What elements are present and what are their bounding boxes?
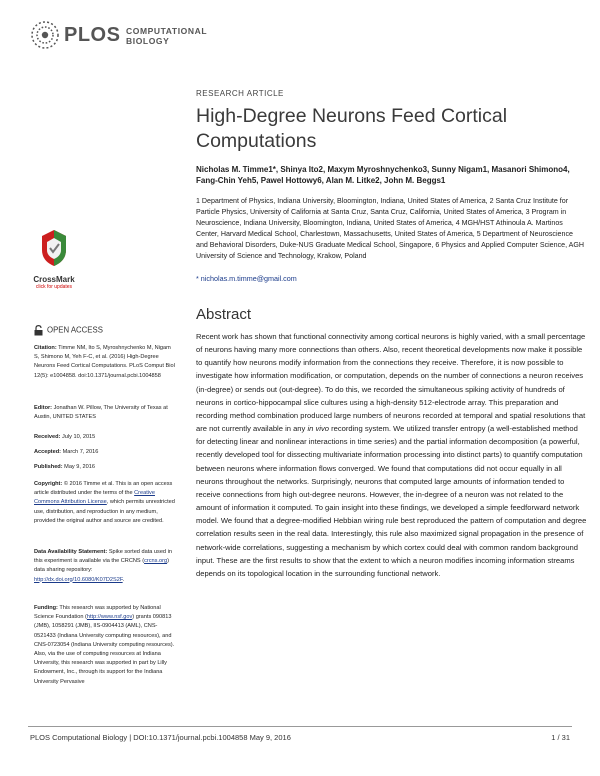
received-label: Received:	[34, 434, 61, 440]
abstract-heading: Abstract	[196, 306, 252, 323]
crcns-link[interactable]: crcns.org	[144, 558, 168, 565]
accepted-date	[34, 448, 176, 457]
journal-name-line2: BIOLOGY	[126, 36, 170, 46]
funding-label: Funding:	[34, 605, 58, 611]
data-availability-text-3: .	[122, 576, 125, 583]
published-date	[34, 463, 176, 472]
abstract-part-1: Recent work has shown that functional connectivity among cortical neurons is highly varied, with a small percentage of neurons having many more connections than others. Also, recent theoretical developments now make it possible to quantify how neurons modify information from the connections they receive. Therefore, it is now possible to investigate how information modification, or computation, depends on the number of connections a neuron receives (in-degree) or sends out (out-degree). To do this, we recorded the simultaneous spiking activity of hundreds of neurons in cortico-hippocampal slice cultures using a high-density 512-electrode array. This preparation and recording method combination produced large numbers of neurons recorded at temporal and spatial resolutions that are not currently available in any	[196, 332, 586, 434]
journal-name-line1: COMPUTATIONAL	[126, 26, 208, 36]
copyright-label: Copyright:	[34, 481, 63, 487]
abstract-part-2: recording system. We utilized transfer entropy (a well-established method for detecting linear and nonlinear interactions in time series) and the partial information decomposition (a powerful, recently developed tool for dissecting multivariate information processing into distinct parts) to quantify computation between neurons where information flows converged. We found that computations did not occur equally in all neurons throughout the networks. Surprisingly, neurons that computed large amounts of information tended to receive connections from high out-degree neurons. However, the in-degree of a neuron was not related to the amount of information it computed. To gain insight into these findings, we developed a simple feedforward network model. We found that a degree-modified Hebbian wiring rule best reproduced the pattern of computation and degree correlation results seen in the real data. Interestingly, this rule also maximized signal propagation in the presence of network-wide correlations, suggesting a mechanism by which cortex could deal with common random background input. These are the first results to show that the extent to which a neuron modifies incoming information streams depends on its topological location in the surrounding functional network.	[196, 424, 587, 578]
author-list: Nicholas M. Timme1*, Shinya Ito2, Maxym Myroshnychenko3, Sunny Nigam1, Masanori Shimono4, Fang-Chin Yeh5, Pawel Hottowy6, Alan M. Litke2, John M. Beggs1	[196, 165, 570, 185]
received-text: July 10, 2015	[62, 434, 96, 440]
cc-license-link[interactable]: Creative Commons Attribution License	[34, 490, 155, 506]
data-availability	[34, 548, 176, 585]
plos-logo[interactable]	[30, 20, 208, 52]
copyright	[34, 480, 176, 526]
affiliations: 1 Department of Physics, Indiana University, Bloomington, Indiana, United States of America, 2 Santa Cruz Institute for Particle Physics, University of California at Santa Cruz, Santa Cruz, California, United States of America, 3 Program in Neuroscience, Indiana University, Bloomington, Indiana, United States of America, 4 MGH/HST Athinoula A. Martinos Center, Harvard Medical School, Charlestown, Massachusetts, United States of America, 5 Department of Neuroscience and Behavioral Disorders, Duke-NUS Graduate Medical School, Singapore, 6 Physics and Applied Computer Science, AGH University of Science and Technology, Krakow, Poland	[196, 197, 584, 260]
page-number: 1 / 31	[551, 733, 570, 742]
abstract-italic: in vivo	[307, 424, 329, 434]
accepted-text: March 7, 2016	[62, 449, 99, 455]
editor-text: Jonathan W. Pillow, The University of Texas at Austin, UNITED STATES	[34, 405, 168, 421]
plos-logo-icon	[30, 20, 60, 50]
accepted-label: Accepted:	[34, 449, 62, 455]
abstract-text	[196, 330, 588, 580]
funding	[34, 604, 176, 687]
published-label: Published:	[34, 464, 63, 470]
citation	[34, 344, 176, 381]
crossmark-icon	[39, 228, 69, 268]
data-availability-label: Data Availability Statement:	[34, 549, 108, 555]
data-availability-text-1: Spike sorted data used in this experiment is available via the CRCNS (	[34, 549, 172, 565]
received-date	[34, 433, 176, 442]
copyright-text-2: , which permits unrestricted use, distribution, and reproduction in any medium, provided the original author and source are credited.	[34, 499, 175, 524]
editor-label: Editor:	[34, 405, 53, 411]
published-text: May 9, 2016	[64, 464, 95, 470]
footer-citation: PLOS Computational Biology | DOI:10.1371/journal.pcbi.1004858 May 9, 2016	[30, 733, 291, 742]
doi-data-link[interactable]: http://dx.doi.org/10.6080/K07D2S2F	[34, 576, 123, 583]
article-title: High-Degree Neurons Feed Cortical Computations	[196, 105, 508, 152]
plos-brand: PLOS	[64, 24, 121, 46]
funding-text-2: ) grants 090813 (JMB), 1058291 (JMB), IIS-0904413 (AML), CNS-0521433 (Indiana University computing resources), and CNS-0723054 (Indiana University computing resources). Also, via the use of computing resources at Indiana University, this research was supported in part by Lilly Endowment, Inc., through its support for the Indiana University Pervasive	[34, 614, 175, 685]
citation-label: Citation:	[34, 345, 57, 351]
funding-text-1: This research was supported by National Science Foundation (	[34, 605, 161, 621]
correspondence-email[interactable]: * nicholas.m.timme@gmail.com	[196, 274, 297, 283]
article-type: RESEARCH ARTICLE	[196, 89, 284, 98]
crossmark-badge[interactable]	[32, 228, 76, 294]
footer-divider	[28, 726, 572, 727]
crossmark-label: CrossMark	[33, 275, 75, 284]
citation-text: Timme NM, Ito S, Myroshnychenko M, Nigam S, Shimono M, Yeh F-C, et al. (2016) High-Degree Neurons Feed Cortical Computations. PLoS Comput Biol 12(5): e1004858. doi:10.1371/journal.pcbi.1004858	[34, 345, 175, 379]
data-availability-text-2: ) data sharing repository:	[34, 558, 169, 574]
editor	[34, 404, 176, 422]
nsf-link[interactable]: http://www.nsf.gov	[86, 614, 133, 621]
crossmark-sub-label: click for updates	[35, 284, 73, 290]
open-access-label: OPEN ACCESS	[47, 325, 103, 335]
open-lock-icon	[34, 325, 43, 336]
open-access-badge	[34, 325, 103, 336]
copyright-text-1: © 2016 Timme et al. This is an open access article distributed under the terms of the	[34, 481, 173, 497]
